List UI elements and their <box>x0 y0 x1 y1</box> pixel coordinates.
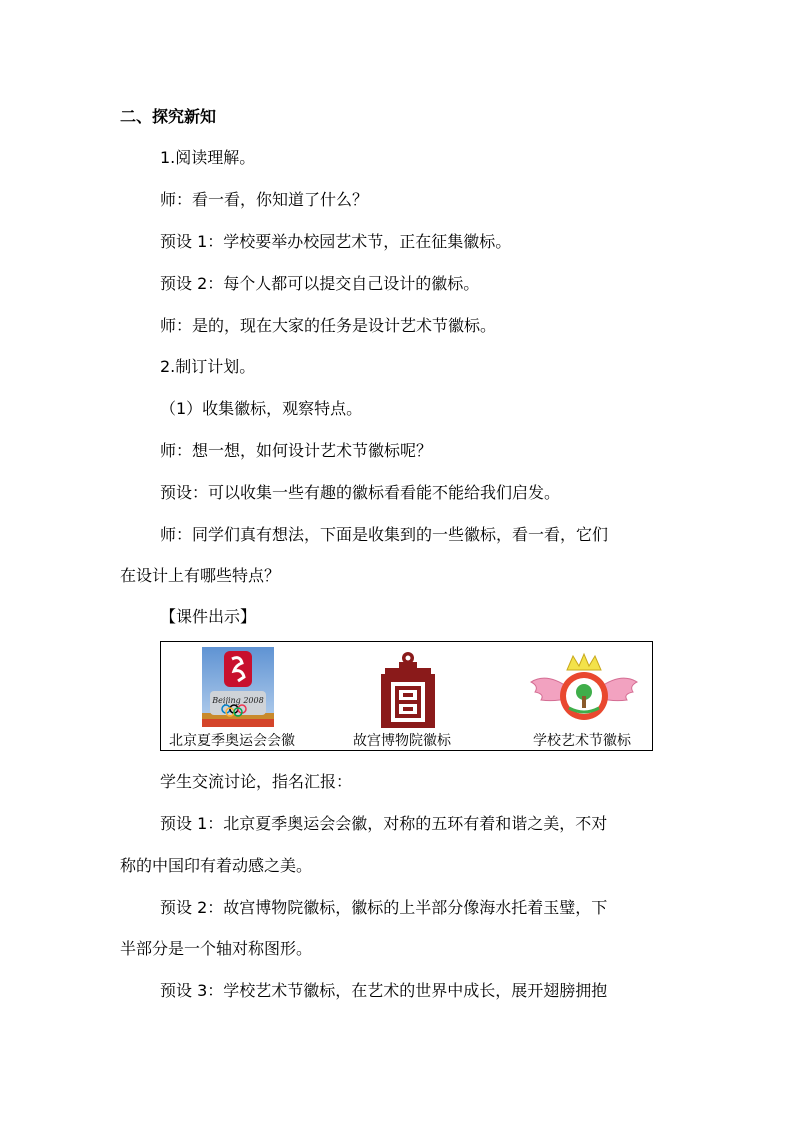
paragraph-line: 预设 3：学校艺术节徽标，在艺术的世界中成长，展开翅膀拥抱 <box>160 981 608 1000</box>
paragraph-line: 半部分是一个轴对称图形。 <box>120 939 313 958</box>
logo-caption: 北京夏季奥运会会徽 <box>169 733 295 749</box>
section-heading: 二、探究新知 <box>120 107 217 126</box>
paragraph-line: 学生交流讨论，指名汇报： <box>160 772 353 791</box>
paragraph-line: 预设：可以收集一些有趣的徽标看看能不能给我们启发。 <box>160 483 561 502</box>
school-art-festival-logo <box>529 652 639 728</box>
paragraph-line: 师：想一想，如何设计艺术节徽标呢？ <box>160 441 433 460</box>
paragraph-line: 师：同学们真有想法，下面是收集到的一些徽标，看一看，它们 <box>160 525 609 544</box>
paragraph-line: 预设 2：每个人都可以提交自己设计的徽标。 <box>160 274 480 293</box>
palace-museum-logo <box>379 650 437 728</box>
paragraph-line: 预设 1：北京夏季奥运会会徽，对称的五环有着和谐之美，不对 <box>160 814 608 833</box>
logo-caption: 故宫博物院徽标 <box>353 733 451 749</box>
paragraph-line: 师：是的，现在大家的任务是设计艺术节徽标。 <box>160 316 497 335</box>
paragraph-line: （1）收集徽标，观察特点。 <box>160 399 363 418</box>
logo-caption: 学校艺术节徽标 <box>533 733 631 749</box>
paragraph-line: 【课件出示】 <box>160 607 257 626</box>
logo-figure <box>160 641 653 751</box>
paragraph-line: 预设 1：学校要举办校园艺术节，正在征集徽标。 <box>160 232 512 251</box>
beijing-olympic-logo <box>202 647 274 727</box>
paragraph-line: 称的中国印有着动感之美。 <box>120 856 313 875</box>
paragraph-line: 预设 2：故宫博物院徽标，徽标的上半部分像海水托着玉璧，下 <box>160 898 608 917</box>
paragraph-line: 2.制订计划。 <box>160 357 256 376</box>
logo-wordmark: Beijing 2008 <box>212 696 264 705</box>
paragraph-line: 1.阅读理解。 <box>160 148 256 167</box>
paragraph-line: 师：看一看，你知道了什么？ <box>160 190 369 209</box>
paragraph-line: 在设计上有哪些特点？ <box>120 566 281 585</box>
